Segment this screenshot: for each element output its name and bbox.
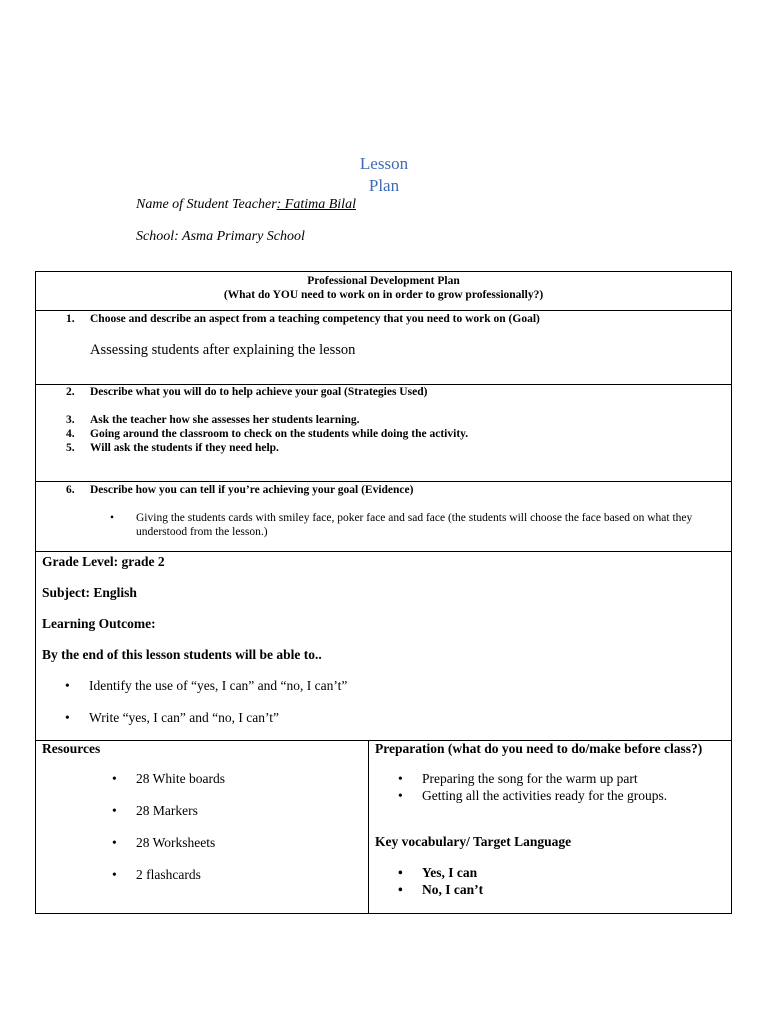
lesson-plan-table [35,271,732,914]
resource-item: • 28 Worksheets [112,835,216,850]
bullet-icon: • [398,865,403,880]
by-end-statement: By the end of this lesson students will be able to.. [42,647,322,662]
outcome-item: • Write “yes, I can” and “no, I can’t” [65,710,279,725]
pdp-goal-row [36,311,731,385]
pdp-header [36,272,731,311]
resource-item: • 2 flashcards [112,867,201,882]
bullet-icon: • [65,710,70,725]
learning-outcome-label: Learning Outcome: [42,616,156,631]
vocab-item: • Yes, I can [398,865,478,880]
resources-cell [36,741,369,913]
bullet-icon: • [112,867,117,882]
doc-title-line-2: Plan [368,176,400,195]
vocab-label: Key vocabulary/ Target Language [375,834,572,849]
resources-label: Resources [42,741,101,756]
preparation-item: • Getting all the activities ready for the groups. [398,788,668,803]
preparation-cell [369,741,731,913]
bullet-icon: • [112,803,117,818]
student-teacher-name: : Fatima Bilal [276,197,356,212]
bullet-icon: • [112,835,117,850]
subject: Subject: English [42,585,137,600]
pdp-strategies-row [36,385,731,482]
bullet-icon: • [398,882,403,897]
student-teacher-line [136,197,356,213]
bullet-icon: • [398,788,403,803]
school-line: School: Asma Primary School [136,229,305,244]
bullet-icon: • [65,678,70,693]
pdp-item-6: 6. Describe how you can tell if you’re achieving your goal (Evidence) [66,484,414,496]
pdp-item-1: 1. Choose and describe an aspect from a teaching competency that you need to work on (Goal) [66,313,540,325]
pdp-evidence-row [36,482,731,552]
resource-item: • 28 White boards [112,771,225,786]
pdp-item-4: 4. Going around the classroom to check on the students while doing the activity. [66,428,469,440]
bullet-icon: • [110,512,115,524]
pdp-subheading: (What do YOU need to work on in order to grow professionally?) [223,289,544,301]
preparation-item: • Preparing the song for the warm up part [398,771,638,786]
bullet-icon: • [398,771,403,786]
resource-item: • 28 Markers [112,803,198,818]
bullet-icon: • [112,771,117,786]
grade-level: Grade Level: grade 2 [42,554,165,569]
pdp-heading: Professional Development Plan [307,275,460,287]
resources-preparation-row [36,741,731,914]
pdp-item-2: 2. Describe what you will do to help achieve your goal (Strategies Used) [66,386,428,398]
doc-title-line-1: Lesson [359,154,409,173]
student-teacher-label: Name of Student Teacher [136,197,277,212]
goal-answer: Assessing students after explaining the lesson [90,342,356,358]
evidence-bullet: • Giving the students cards with smiley face, poker face and sad face (the students will choose the face based on what they understood from the lesson.) [110,512,693,538]
lesson-info-row [36,552,731,741]
pdp-item-3: 3. Ask the teacher how she assesses her students learning. [66,414,360,426]
preparation-label: Preparation (what do you need to do/make before class?) [375,741,703,756]
outcome-item: • Identify the use of “yes, I can” and “no, I can’t” [65,678,348,693]
pdp-item-5: 5. Will ask the students if they need help. [66,442,279,454]
vocab-item: • No, I can’t [398,882,484,897]
